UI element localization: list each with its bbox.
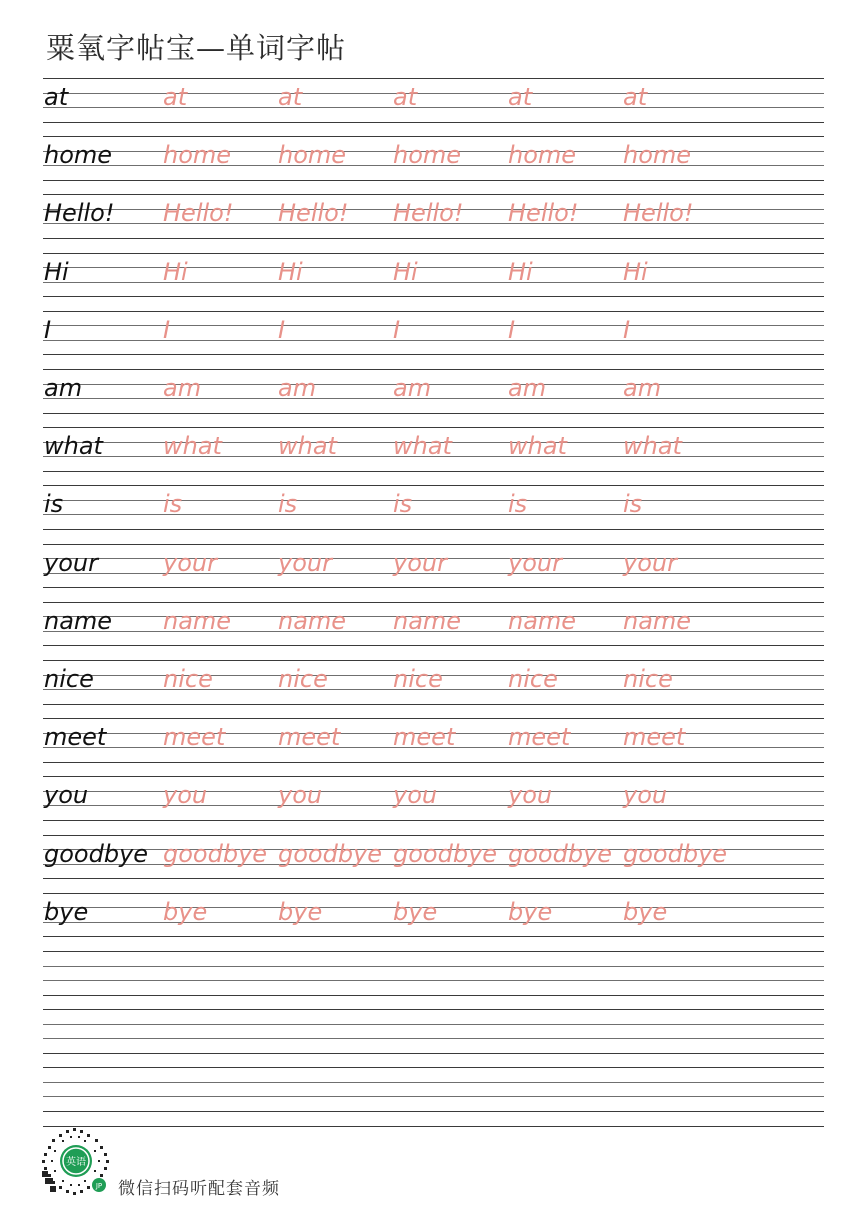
page-title: 粟氧字帖宝—单词字帖 (46, 31, 347, 65)
trace-word: meet (163, 723, 226, 752)
trace-word: nice (393, 665, 443, 693)
ruled-line (43, 296, 824, 297)
trace-word: am (623, 374, 662, 402)
trace-word: goodbye (393, 839, 498, 868)
trace-word: goodbye (278, 839, 383, 868)
trace-word: is (508, 490, 528, 519)
ruled-line (43, 93, 824, 94)
word-row (43, 660, 824, 718)
ruled-line (43, 1009, 824, 1010)
ruled-line (43, 587, 824, 588)
ruled-line (43, 136, 824, 137)
qr-badge-label: 英语 (66, 1157, 86, 1168)
ruled-line (43, 602, 824, 603)
trace-word: at (163, 83, 188, 111)
trace-word: Hi (508, 257, 533, 286)
model-word: Hi (44, 257, 69, 286)
trace-word: name (623, 606, 692, 635)
ruled-line (43, 936, 824, 937)
trace-word: Hi (278, 257, 303, 286)
trace-word: what (278, 432, 337, 461)
trace-word: meet (393, 723, 456, 752)
ruled-line (43, 500, 824, 501)
trace-word: nice (508, 665, 558, 693)
ruled-line (43, 1038, 824, 1039)
trace-word: Hello! (508, 199, 579, 228)
ruled-line (43, 835, 824, 836)
model-word: bye (44, 897, 89, 926)
model-word: home (44, 141, 113, 170)
word-row (43, 311, 824, 369)
ruled-line (43, 427, 824, 428)
qr-corner-label: JP (95, 1182, 103, 1190)
trace-word: I (393, 315, 401, 344)
trace-word: your (623, 548, 677, 577)
ruled-line (43, 718, 824, 719)
ruled-line (43, 645, 824, 646)
trace-word: at (623, 83, 648, 111)
trace-word: am (278, 374, 317, 402)
mini-program-qr-code[interactable] (40, 1126, 112, 1198)
model-word: goodbye (44, 839, 149, 868)
trace-word: home (278, 141, 347, 170)
model-word: nice (44, 665, 94, 693)
trace-word: you (163, 781, 208, 810)
trace-word: I (508, 315, 516, 344)
trace-word: name (508, 606, 577, 635)
trace-word: am (393, 374, 432, 402)
model-word: Hello! (44, 199, 115, 228)
trace-word: at (393, 83, 418, 111)
blank-practice-row (43, 1009, 824, 1067)
trace-word: meet (278, 723, 341, 752)
trace-word: meet (623, 723, 686, 752)
trace-word: am (508, 374, 547, 402)
model-word: is (44, 490, 64, 519)
ruled-line (43, 253, 824, 254)
ruled-line (43, 893, 824, 894)
ruled-line (43, 704, 824, 705)
ruled-line (43, 966, 824, 967)
word-row (43, 78, 824, 136)
trace-word: Hello! (623, 199, 694, 228)
trace-word: bye (278, 897, 323, 926)
ruled-line (43, 660, 824, 661)
ruled-line (43, 238, 824, 239)
blank-practice-row (43, 951, 824, 1009)
ruled-line (43, 1096, 824, 1097)
trace-word: nice (163, 665, 213, 693)
trace-word: Hi (393, 257, 418, 286)
trace-word: Hi (623, 257, 648, 286)
blank-practice-row (43, 1067, 824, 1125)
model-word: at (44, 83, 69, 111)
trace-word: name (278, 606, 347, 635)
model-word: am (44, 374, 83, 402)
ruled-line (43, 514, 824, 515)
word-row (43, 485, 824, 543)
trace-word: you (278, 781, 323, 810)
trace-word: home (508, 141, 577, 170)
word-row (43, 194, 824, 252)
trace-word: is (278, 490, 298, 519)
word-row (43, 718, 824, 776)
trace-word: I (623, 315, 631, 344)
ruled-line (43, 413, 824, 414)
trace-word: at (508, 83, 533, 111)
model-word: name (44, 606, 113, 635)
model-word: your (44, 548, 98, 577)
trace-word: what (163, 432, 222, 461)
trace-word: your (278, 548, 332, 577)
word-row (43, 544, 824, 602)
trace-word: what (393, 432, 452, 461)
word-row (43, 602, 824, 660)
trace-word: goodbye (163, 839, 268, 868)
ruled-line (43, 776, 824, 777)
trace-word: home (163, 141, 232, 170)
trace-word: Hello! (393, 199, 464, 228)
word-row (43, 835, 824, 893)
ruled-line (43, 180, 824, 181)
word-row (43, 136, 824, 194)
trace-word: Hello! (163, 199, 234, 228)
ruled-line (43, 340, 824, 341)
trace-word: what (623, 432, 682, 461)
trace-word: I (278, 315, 286, 344)
ruled-line (43, 820, 824, 821)
trace-word: you (623, 781, 668, 810)
footer (40, 1126, 340, 1201)
ruled-line (43, 1111, 824, 1112)
trace-word: home (623, 141, 692, 170)
word-row (43, 427, 824, 485)
ruled-line (43, 485, 824, 486)
word-row (43, 776, 824, 834)
trace-word: your (393, 548, 447, 577)
model-word: I (44, 315, 52, 344)
ruled-line (43, 398, 824, 399)
word-row (43, 893, 824, 951)
ruled-line (43, 369, 824, 370)
trace-word: Hello! (278, 199, 349, 228)
ruled-line (43, 384, 824, 385)
ruled-line (43, 311, 824, 312)
trace-word: you (393, 781, 438, 810)
trace-word: what (508, 432, 567, 461)
ruled-line (43, 980, 824, 981)
ruled-line (43, 471, 824, 472)
ruled-line (43, 107, 824, 108)
ruled-line (43, 1053, 824, 1054)
ruled-line (43, 1067, 824, 1068)
trace-word: meet (508, 723, 571, 752)
trace-word: bye (393, 897, 438, 926)
ruled-line (43, 951, 824, 952)
ruled-line (43, 78, 824, 79)
trace-word: at (278, 83, 303, 111)
ruled-line (43, 267, 824, 268)
ruled-line (43, 878, 824, 879)
trace-word: is (623, 490, 643, 519)
ruled-line (43, 354, 824, 355)
ruled-line (43, 325, 824, 326)
ruled-line (43, 1082, 824, 1083)
trace-word: bye (623, 897, 668, 926)
ruled-line (43, 995, 824, 996)
trace-word: bye (508, 897, 553, 926)
trace-word: Hi (163, 257, 188, 286)
trace-word: name (163, 606, 232, 635)
trace-word: am (163, 374, 202, 402)
trace-word: is (163, 490, 183, 519)
word-row (43, 253, 824, 311)
trace-word: name (393, 606, 462, 635)
trace-word: goodbye (623, 839, 728, 868)
trace-word: nice (623, 665, 673, 693)
practice-sheet (43, 78, 824, 1118)
ruled-line (43, 544, 824, 545)
model-word: what (44, 432, 103, 461)
trace-word: home (393, 141, 462, 170)
trace-word: your (508, 548, 562, 577)
ruled-line (43, 282, 824, 283)
trace-word: bye (163, 897, 208, 926)
trace-word: I (163, 315, 171, 344)
ruled-line (43, 194, 824, 195)
trace-word: goodbye (508, 839, 613, 868)
word-row (43, 369, 824, 427)
trace-word: nice (278, 665, 328, 693)
ruled-line (43, 529, 824, 530)
ruled-line (43, 122, 824, 123)
trace-word: is (393, 490, 413, 519)
trace-word: your (163, 548, 217, 577)
model-word: meet (44, 723, 107, 752)
ruled-line (43, 1024, 824, 1025)
model-word: you (44, 781, 89, 810)
footer-caption: 微信扫码听配套音频 (118, 1179, 280, 1199)
trace-word: you (508, 781, 553, 810)
ruled-line (43, 762, 824, 763)
